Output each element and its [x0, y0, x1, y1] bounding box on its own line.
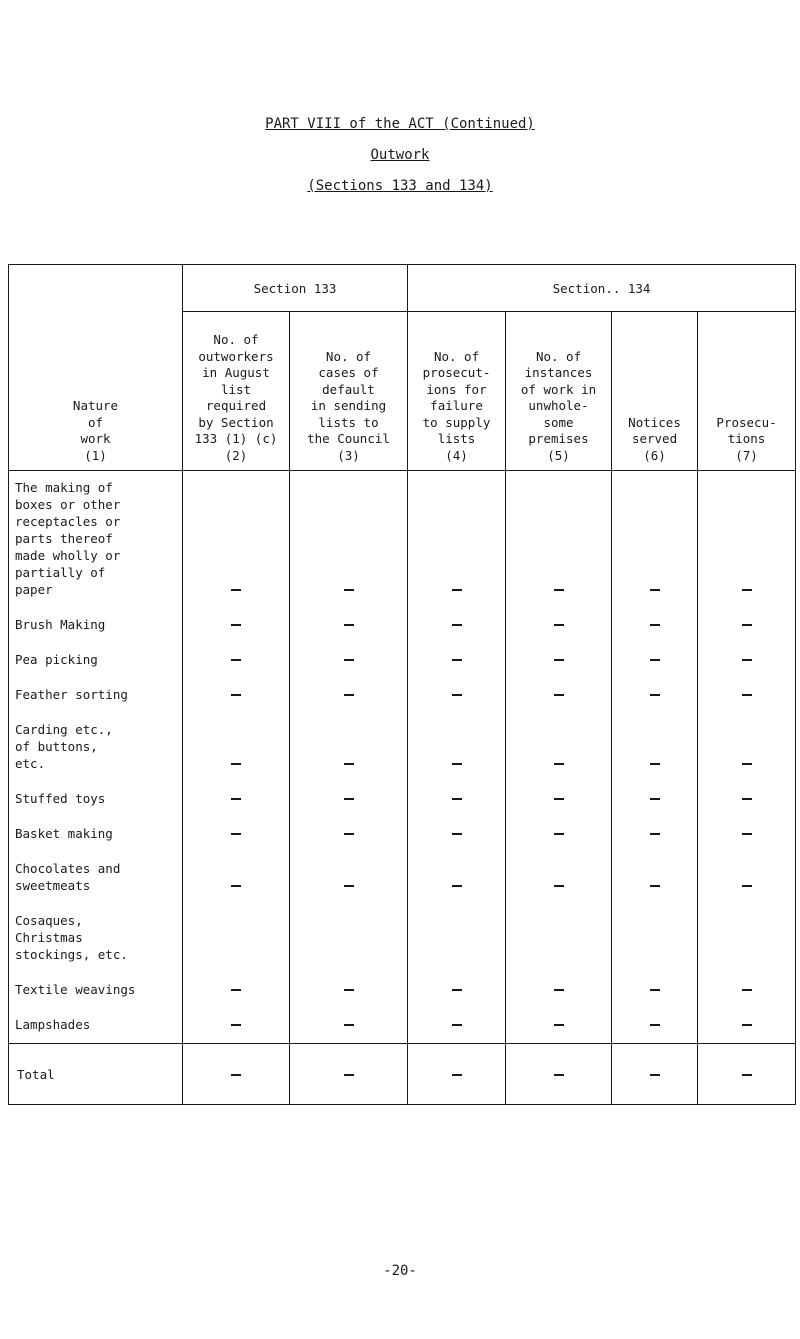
row-value	[506, 981, 611, 998]
dash-mark	[452, 694, 462, 696]
row-value	[506, 1016, 611, 1033]
dash-mark	[452, 763, 462, 765]
row-value	[290, 721, 407, 772]
row-value	[698, 651, 795, 668]
total-dash	[612, 1067, 697, 1082]
dash-mark	[231, 1074, 241, 1076]
dash-mark	[452, 659, 462, 661]
row-value	[290, 790, 407, 807]
row-label: Brush Making	[15, 617, 106, 632]
value-column	[506, 471, 612, 1044]
dash-mark	[742, 798, 752, 800]
row-value	[290, 616, 407, 633]
dash-mark	[344, 833, 354, 835]
dash-mark	[344, 885, 354, 887]
row-value	[698, 790, 795, 807]
row-value	[698, 860, 795, 894]
column-header: Notices served (6)	[612, 312, 698, 471]
row-value	[612, 721, 697, 772]
column-header-row	[9, 312, 796, 471]
row-value	[290, 1016, 407, 1033]
dash-mark	[554, 589, 564, 591]
total-dash	[183, 1067, 289, 1082]
row-value	[408, 686, 505, 703]
dash-mark	[344, 763, 354, 765]
value-column	[408, 471, 506, 1044]
row-label: Textile weavings	[15, 982, 136, 997]
row-value	[698, 825, 795, 842]
dash-mark	[650, 833, 660, 835]
dash-mark	[344, 589, 354, 591]
row-value	[408, 825, 505, 842]
dash-mark	[554, 798, 564, 800]
dash-mark	[452, 624, 462, 626]
dash-mark	[650, 694, 660, 696]
row-label: Feather sorting	[15, 687, 128, 702]
row-value	[183, 981, 289, 998]
dash-mark	[554, 694, 564, 696]
dash-mark	[650, 1024, 660, 1026]
total-value	[698, 1044, 796, 1105]
total-dash	[290, 1067, 407, 1082]
row-value	[612, 686, 697, 703]
total-value	[183, 1044, 290, 1105]
row-value	[698, 912, 795, 963]
row-value	[506, 860, 611, 894]
dash-mark	[344, 1074, 354, 1076]
row-value	[506, 651, 611, 668]
row-value	[290, 860, 407, 894]
dash-mark	[231, 624, 241, 626]
dash-mark	[554, 659, 564, 661]
dash-mark	[344, 624, 354, 626]
row-value	[183, 912, 289, 963]
row-value	[408, 912, 505, 963]
dash-mark	[452, 1074, 462, 1076]
row-value	[183, 860, 289, 894]
page-number: -20-	[383, 1263, 417, 1279]
row-label: Stuffed toys	[15, 791, 106, 806]
dash-mark	[344, 989, 354, 991]
row-value	[408, 790, 505, 807]
row-value	[408, 981, 505, 998]
section-134-header: Section.. 134	[408, 265, 796, 312]
total-value	[290, 1044, 408, 1105]
total-dash	[698, 1067, 795, 1082]
row-label: The making of boxes or other receptacles or parts thereof made wholly or partially of paper	[15, 480, 121, 597]
row-value	[408, 479, 505, 598]
dash-mark	[650, 989, 660, 991]
dash-mark	[344, 659, 354, 661]
row-value	[408, 860, 505, 894]
dash-mark	[650, 1074, 660, 1076]
row-value	[612, 860, 697, 894]
dash-mark	[452, 589, 462, 591]
row-value	[290, 912, 407, 963]
dash-mark	[554, 833, 564, 835]
row-value	[183, 479, 289, 598]
value-column	[290, 471, 408, 1044]
row-value	[408, 721, 505, 772]
row-label: Chocolates and sweetmeats	[15, 861, 121, 893]
row-value	[408, 1016, 505, 1033]
dash-mark	[231, 885, 241, 887]
dash-mark	[452, 989, 462, 991]
row-value	[408, 616, 505, 633]
total-label: Total	[9, 1044, 183, 1105]
row-value	[698, 981, 795, 998]
dash-mark	[650, 624, 660, 626]
total-row	[9, 1044, 796, 1105]
dash-mark	[344, 1024, 354, 1026]
dash-mark	[231, 1024, 241, 1026]
value-column	[698, 471, 796, 1044]
row-value	[612, 981, 697, 998]
row-label: Lampshades	[15, 1017, 91, 1032]
row-value	[183, 651, 289, 668]
row-value	[506, 790, 611, 807]
row-value	[506, 686, 611, 703]
subtitle: Outwork	[370, 147, 430, 163]
value-column	[612, 471, 698, 1044]
total-value	[408, 1044, 506, 1105]
row-value	[698, 479, 795, 598]
dash-mark	[742, 763, 752, 765]
row-value	[183, 686, 289, 703]
row-value	[183, 1016, 289, 1033]
row-value	[290, 479, 407, 598]
row-value	[290, 825, 407, 842]
dash-mark	[650, 659, 660, 661]
section-133-header: Section 133	[183, 265, 408, 312]
dash-mark	[742, 589, 752, 591]
sections-heading: (Sections 133 and 134)	[307, 178, 493, 194]
dash-mark	[742, 659, 752, 661]
row-value	[290, 981, 407, 998]
row-value	[506, 616, 611, 633]
row-value	[183, 721, 289, 772]
dash-mark	[742, 885, 752, 887]
dash-mark	[344, 798, 354, 800]
row-value	[612, 479, 697, 598]
dash-mark	[452, 885, 462, 887]
dash-mark	[650, 589, 660, 591]
total-dash	[408, 1067, 505, 1082]
row-value	[612, 790, 697, 807]
row-value	[612, 912, 697, 963]
row-value	[612, 651, 697, 668]
column-header: No. of instances of work in unwhole- some premises (5)	[506, 312, 612, 471]
row-value	[612, 1016, 697, 1033]
dash-mark	[231, 589, 241, 591]
corner-cell	[9, 265, 183, 312]
row-value	[506, 721, 611, 772]
column-header: No. of cases of default in sending lists to the Council (3)	[290, 312, 408, 471]
row-value	[612, 616, 697, 633]
dash-mark	[231, 989, 241, 991]
row-value	[698, 721, 795, 772]
dash-mark	[650, 763, 660, 765]
row-value	[183, 825, 289, 842]
column-header: Nature of work (1)	[9, 312, 183, 471]
dash-mark	[554, 763, 564, 765]
row-value	[290, 651, 407, 668]
dash-mark	[554, 624, 564, 626]
total-value	[612, 1044, 698, 1105]
dash-mark	[231, 798, 241, 800]
dash-mark	[554, 885, 564, 887]
body-row	[9, 471, 796, 1044]
row-value	[183, 616, 289, 633]
dash-mark	[231, 763, 241, 765]
dash-mark	[344, 694, 354, 696]
row-label: Pea picking	[15, 652, 98, 667]
row-value	[612, 825, 697, 842]
dash-mark	[452, 1024, 462, 1026]
row-value	[506, 479, 611, 598]
dash-mark	[742, 694, 752, 696]
total-dash	[506, 1067, 611, 1082]
dash-mark	[231, 833, 241, 835]
part-title: PART VIII of the ACT (Continued)	[265, 116, 535, 132]
row-value	[698, 1016, 795, 1033]
total-value	[506, 1044, 612, 1105]
dash-mark	[650, 885, 660, 887]
dash-mark	[742, 1024, 752, 1026]
dash-mark	[452, 798, 462, 800]
dash-mark	[742, 624, 752, 626]
dash-mark	[742, 989, 752, 991]
row-label: Basket making	[15, 826, 113, 841]
row-value	[408, 651, 505, 668]
row-value	[506, 912, 611, 963]
row-value	[183, 790, 289, 807]
dash-mark	[231, 659, 241, 661]
dash-mark	[742, 833, 752, 835]
dash-mark	[554, 989, 564, 991]
column-header: Prosecu- tions (7)	[698, 312, 796, 471]
section-header-row	[9, 265, 796, 312]
row-label: Carding etc., of buttons, etc.	[15, 722, 113, 771]
dash-mark	[650, 798, 660, 800]
row-label: Cosaques, Christmas stockings, etc.	[15, 913, 128, 962]
row-value	[506, 825, 611, 842]
dash-mark	[742, 1074, 752, 1076]
value-column	[183, 471, 290, 1044]
row-value	[290, 686, 407, 703]
dash-mark	[452, 833, 462, 835]
dash-mark	[554, 1024, 564, 1026]
dash-mark	[554, 1074, 564, 1076]
label-column	[9, 471, 183, 1044]
column-header: No. of prosecut- ions for failure to supply lists (4)	[408, 312, 506, 471]
outwork-table	[8, 264, 796, 1105]
row-value	[698, 616, 795, 633]
dash-mark	[231, 694, 241, 696]
row-value	[698, 686, 795, 703]
column-header: No. of outworkers in August list required by Section 133 (1) (c) (2)	[183, 312, 290, 471]
